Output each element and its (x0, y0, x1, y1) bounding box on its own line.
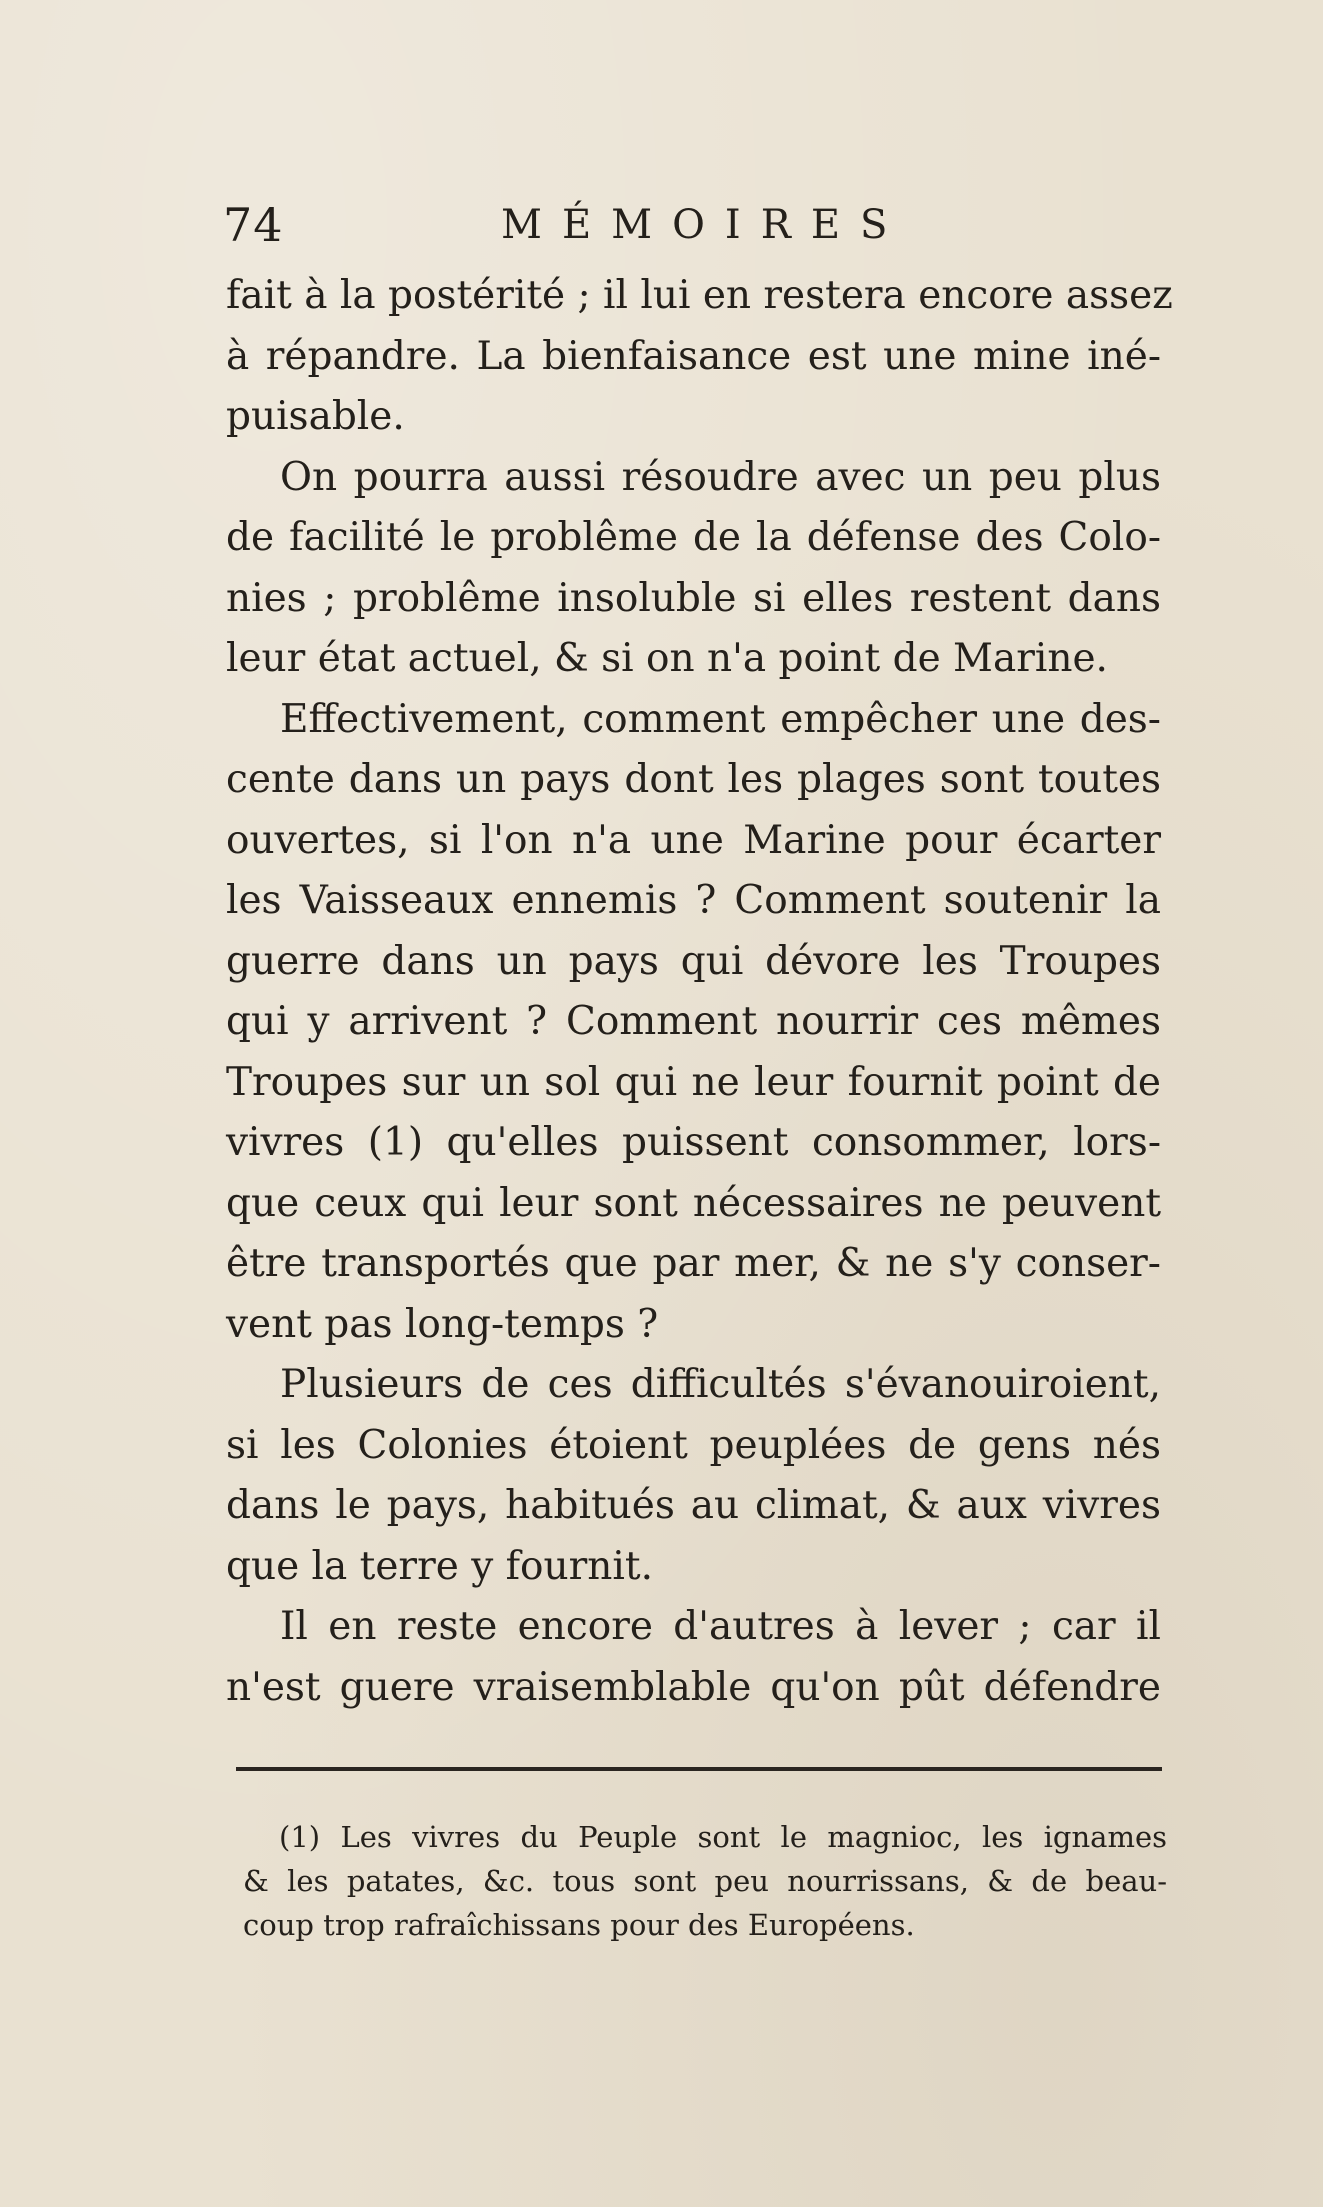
text-line: ouvertes, si l'on n'a une Marine pour écarter (226, 817, 1161, 863)
text-line: si les Colonies étoient peuplées de gens nés (226, 1422, 1161, 1468)
text-line: les Vaisseaux ennemis ? Comment soutenir la (226, 878, 1161, 923)
footnote-rule (236, 1767, 1162, 1771)
body-text (226, 266, 1173, 1718)
text-line: que la terre y fournit. (226, 1543, 653, 1589)
text-line: vent pas long-temps ? (226, 1301, 659, 1347)
running-head (223, 195, 908, 265)
text-line: cente dans un pays dont les plages sont toutes (226, 757, 1161, 802)
text-line: guerre dans un pays qui dévore les Troupes (226, 938, 1161, 984)
text-line: être transportés que par mer, & ne s'y conser- (226, 1241, 1161, 1286)
text-line: Troupes sur un sol qui ne leur fournit point de (226, 1059, 1161, 1105)
running-title: MÉMOIRES (501, 202, 908, 248)
footnote-line: & les patates, &c. tous sont peu nourrissans, & de beau- (243, 1864, 1167, 1898)
text-line: à répandre. La bienfaisance est une mine iné- (226, 333, 1161, 379)
text-line: nies ; problême insoluble si elles restent dans (226, 575, 1161, 621)
text-line: Il en reste encore d'autres à lever ; car il (280, 1604, 1161, 1649)
footnote (243, 1815, 1167, 1947)
footnote-line: (1) Les vivres du Peuple sont le magnioc, les ignames (279, 1820, 1167, 1854)
text-line: qui y arrivent ? Comment nourrir ces mêmes (226, 999, 1161, 1044)
text-line: que ceux qui leur sont nécessaires ne peuvent (226, 1180, 1161, 1226)
text-line: On pourra aussi résoudre avec un peu plus (280, 454, 1161, 500)
text-line: Plusieurs de ces difficultés s'évanouiroient, (280, 1362, 1161, 1407)
footnote-line: coup trop rafraîchissans pour des Européens. (243, 1908, 915, 1942)
text-line: vivres (1) qu'elles puissent consommer, lors- (226, 1120, 1161, 1165)
text-line: n'est guere vraisemblable qu'on pût défendre (226, 1664, 1161, 1710)
page-number: 74 (223, 198, 284, 252)
text-line: fait à la postérité ; il lui en restera encore assez (226, 273, 1173, 318)
text-line: puisable. (226, 394, 405, 439)
text-line: Effectivement, comment empêcher une des- (280, 696, 1161, 742)
text-line: leur état actuel, & si on n'a point de Marine. (226, 636, 1108, 681)
text-line: de facilité le problême de la défense des Colo- (226, 515, 1161, 560)
text-line: dans le pays, habitués au climat, & aux vivres (226, 1483, 1161, 1528)
